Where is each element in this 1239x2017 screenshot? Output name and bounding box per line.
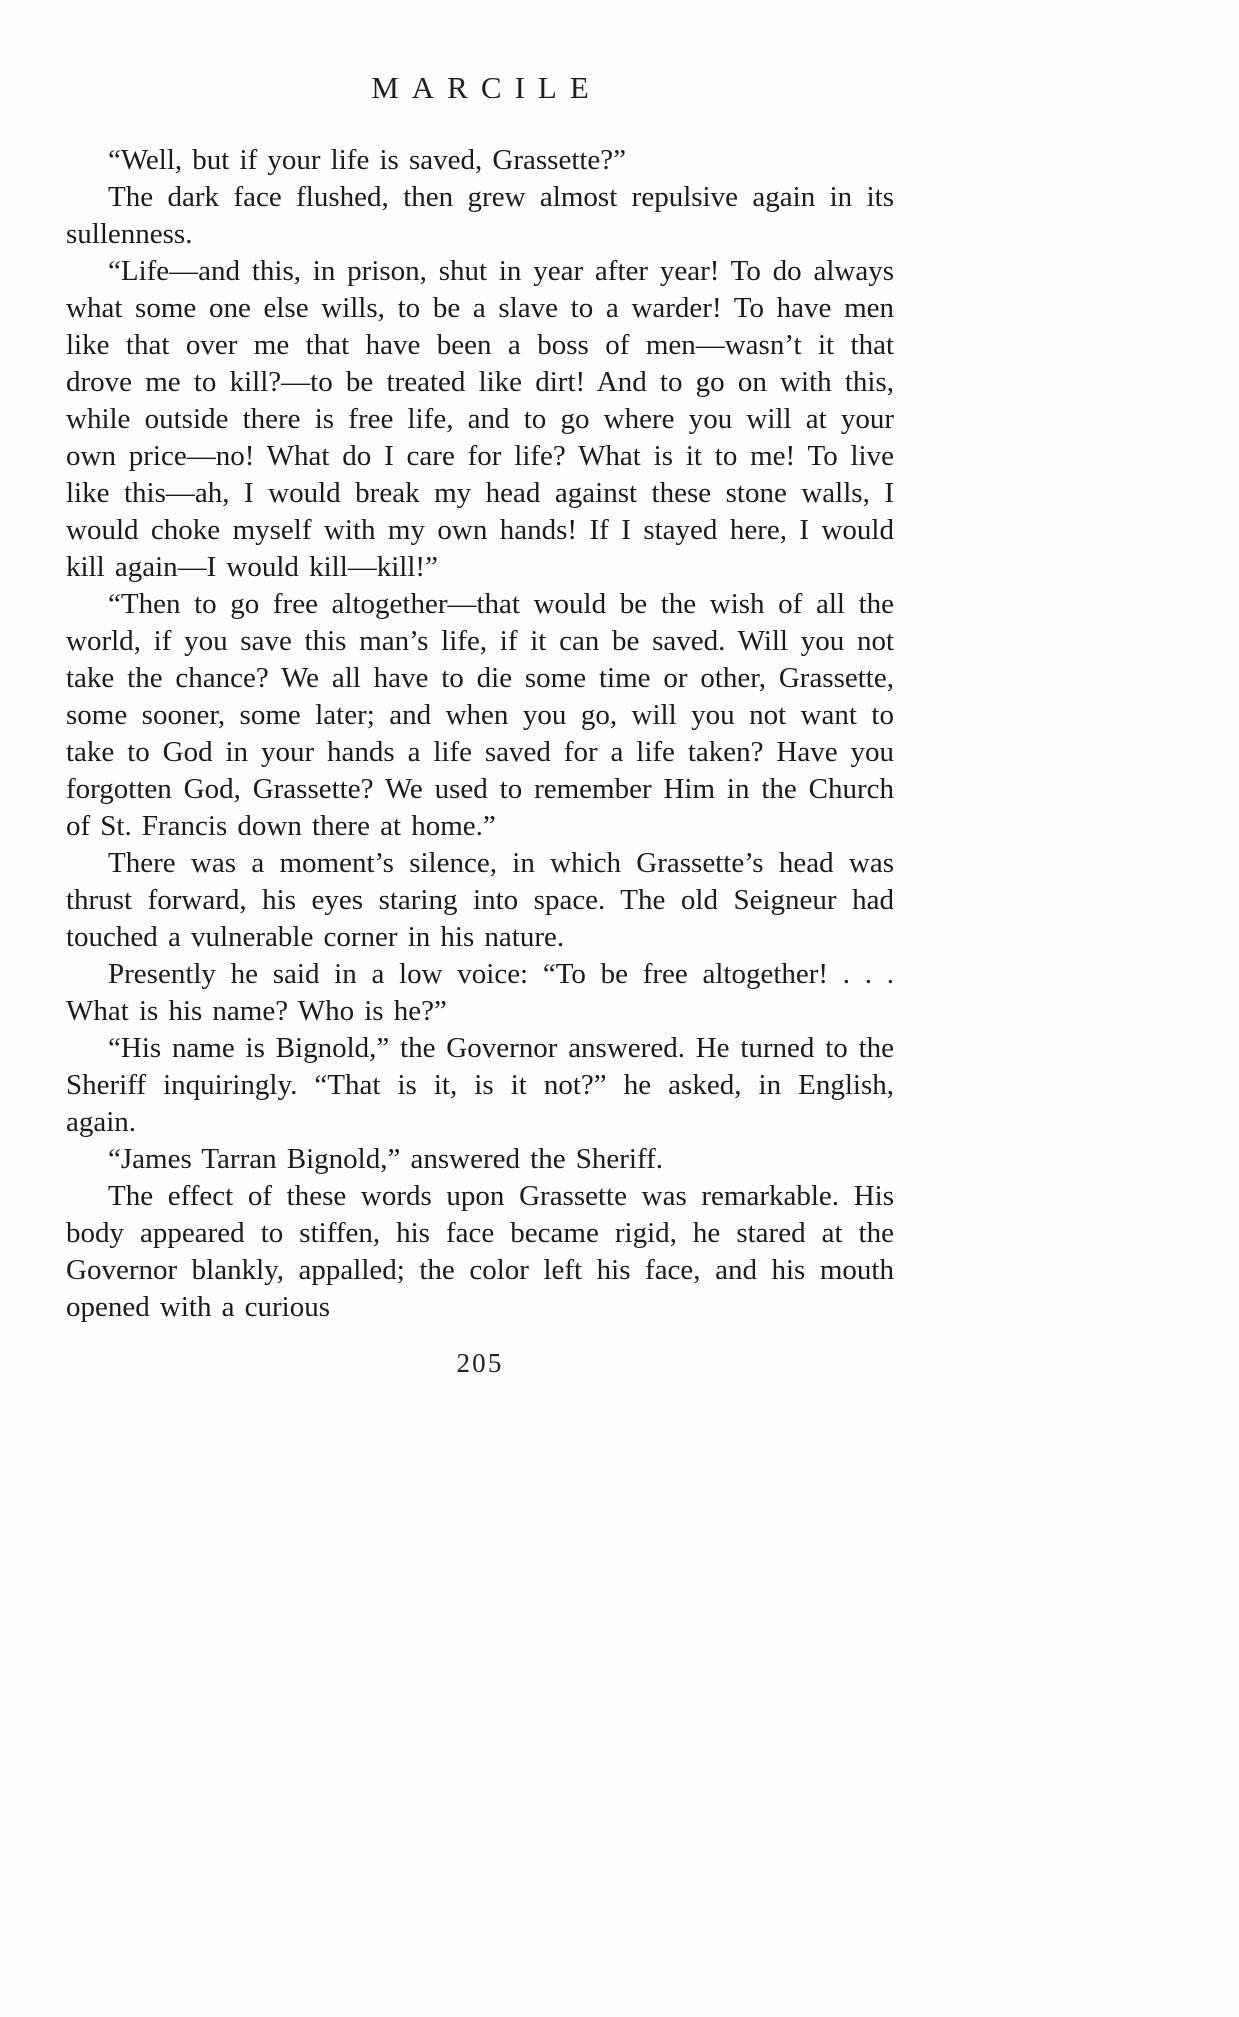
paragraph: “His name is Bignold,” the Governor answered. He turned to the Sheriff inquiringly. “That is it, is it not?” he asked, in English, again. — [66, 1032, 894, 1138]
paragraph: “James Tarran Bignold,” answered the Sheriff. — [108, 1143, 663, 1175]
page-number: 205 — [456, 1348, 504, 1378]
paragraph: The effect of these words upon Grassette was remarkable. His body appeared to stiffen, his face became rigid, he stared at the Governor blankly, appalled; the color left his face, and his mouth opened with a curious — [66, 1180, 894, 1323]
running-head: MARCILE — [371, 70, 602, 105]
paragraph: Presently he said in a low voice: “To be free altogether! . . . What is his name? Who is he?” — [66, 958, 894, 1027]
paragraph: “Well, but if your life is saved, Grassette?” — [108, 144, 627, 176]
text-block — [66, 142, 894, 1326]
paragraph: There was a moment’s silence, in which Grassette’s head was thrust forward, his eyes staring into space. The old Seigneur had touched a vulnerable corner in his nature. — [66, 847, 894, 953]
paragraph: The dark face flushed, then grew almost repulsive again in its sullenness. — [66, 181, 894, 250]
paragraph: “Life—and this, in prison, shut in year after year! To do always what some one else wills, to be a slave to a warder! To have men like that over me that have been a boss of men—wasn’t it that drove me to kill?—to be treated like dirt! And to go on with this, while outside there is free life, and to go where you will at your own price—no! What do I care for life? What is it to me! To live like this—ah, I would break my head against these stone walls, I would choke myself with my own hands! If I stayed here, I would kill again—I would kill—kill!” — [66, 255, 894, 583]
paragraph: “Then to go free altogether—that would be the wish of all the world, if you save this man’s life, if it can be saved. Will you not take the chance? We all have to die some time or other, Grassette, some sooner, some later; and when you go, will you not want to take to God in your hands a life saved for a life taken? Have you forgotten God, Grassette? We used to remember Him in the Church of St. Francis down there at home.” — [66, 588, 894, 842]
